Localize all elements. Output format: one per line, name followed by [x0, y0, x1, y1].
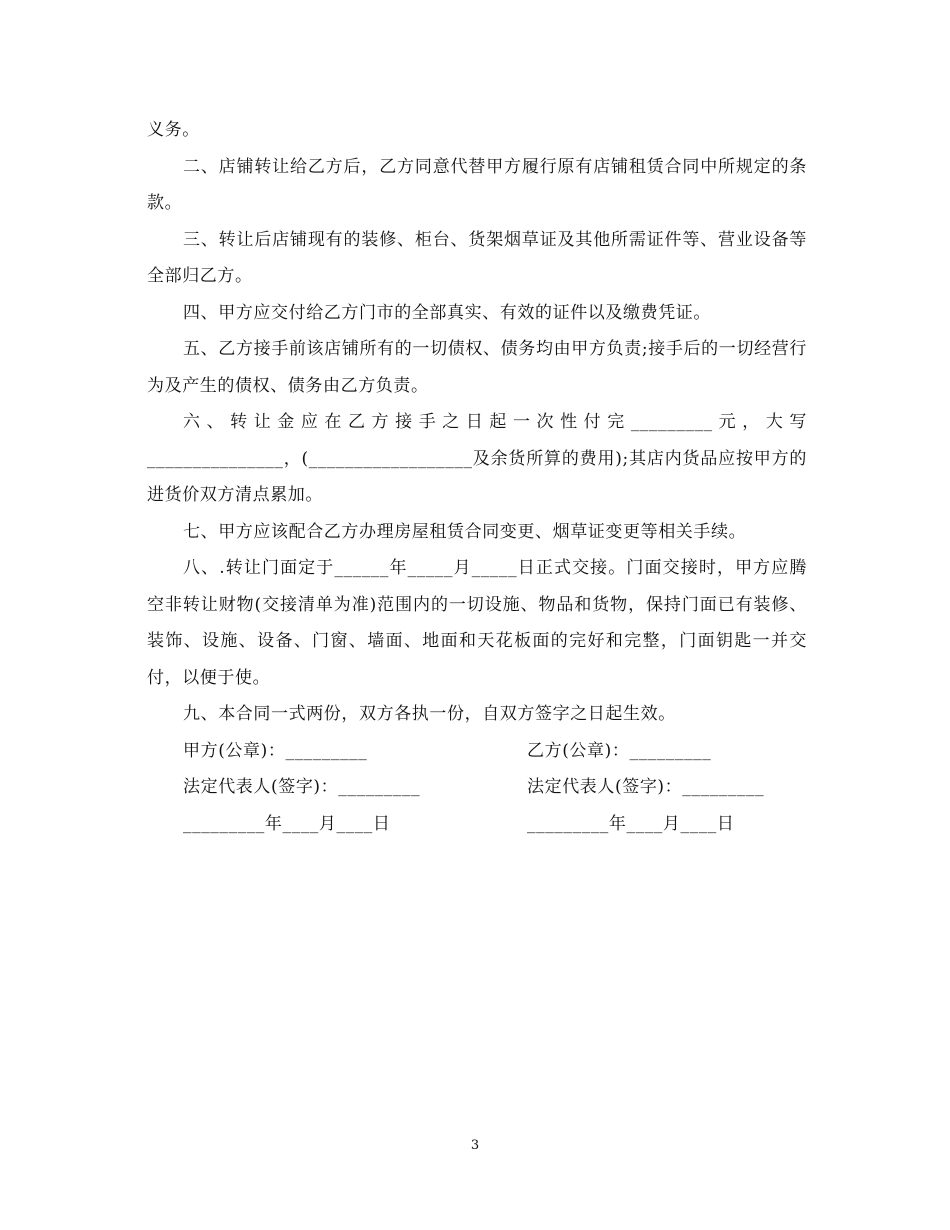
- clause-2: 二、店铺转让给乙方后，乙方同意代替甲方履行原有店铺租赁合同中所规定的条款。: [147, 156, 807, 213]
- clause-7: 七、甲方应该配合乙方办理房屋租赁合同变更、烟草证变更等相关手续。: [183, 521, 747, 542]
- document-body: [147, 112, 807, 842]
- clause-4: 四、甲方应交付给乙方门市的全部真实、有效的证件以及缴费凭证。: [183, 302, 711, 323]
- page-number: 3: [470, 1138, 480, 1153]
- party-a-seal-line: 甲方(公章)：_________: [183, 740, 368, 761]
- signature-row-representative: [147, 769, 807, 806]
- party-b-representative-line: 法定代表人(签字)：_________: [527, 777, 765, 797]
- signature-row-seal: [147, 733, 807, 770]
- party-b-date-line: _________年____月____日: [527, 813, 735, 834]
- clause-3: 三、转让后店铺现有的装修、柜台、货架烟草证及其他所需证件等、营业设备等全部归乙方。: [147, 229, 807, 286]
- party-a-date-line: _________年____月____日: [183, 813, 391, 834]
- signature-row-date: [147, 806, 807, 843]
- clause-8: 八、.转让门面定于______年_____月_____日正式交接。门面交接时，甲方应腾空非转让财物(交接清单为准)范围内的一切设施、物品和货物，保持门面已有装修、装饰、设施、设备、门窗、墙面、地面和天花板面的完好和完整，门面钥匙一并交付，以便于使。: [147, 558, 807, 688]
- clause-9: 九、本合同一式两份，双方各执一份，自双方签字之日起生效。: [183, 704, 676, 724]
- party-b-seal-line: 乙方(公章)：_________: [527, 740, 712, 761]
- paragraph-continuation: 义务。: [147, 120, 200, 140]
- party-a-representative-line: 法定代表人(签字)：_________: [183, 777, 421, 797]
- clause-5: 五、乙方接手前该店铺所有的一切债权、债务均由甲方负责;接手后的一切经营行为及产生的债权、债务由乙方负责。: [147, 339, 807, 396]
- clause-6: 六、转让金应在乙方接手之日起一次性付完_________元，大写_______________，(__________________及余货所算的费用);其店内货品应按甲方的进货价双方清点累加。: [147, 412, 807, 505]
